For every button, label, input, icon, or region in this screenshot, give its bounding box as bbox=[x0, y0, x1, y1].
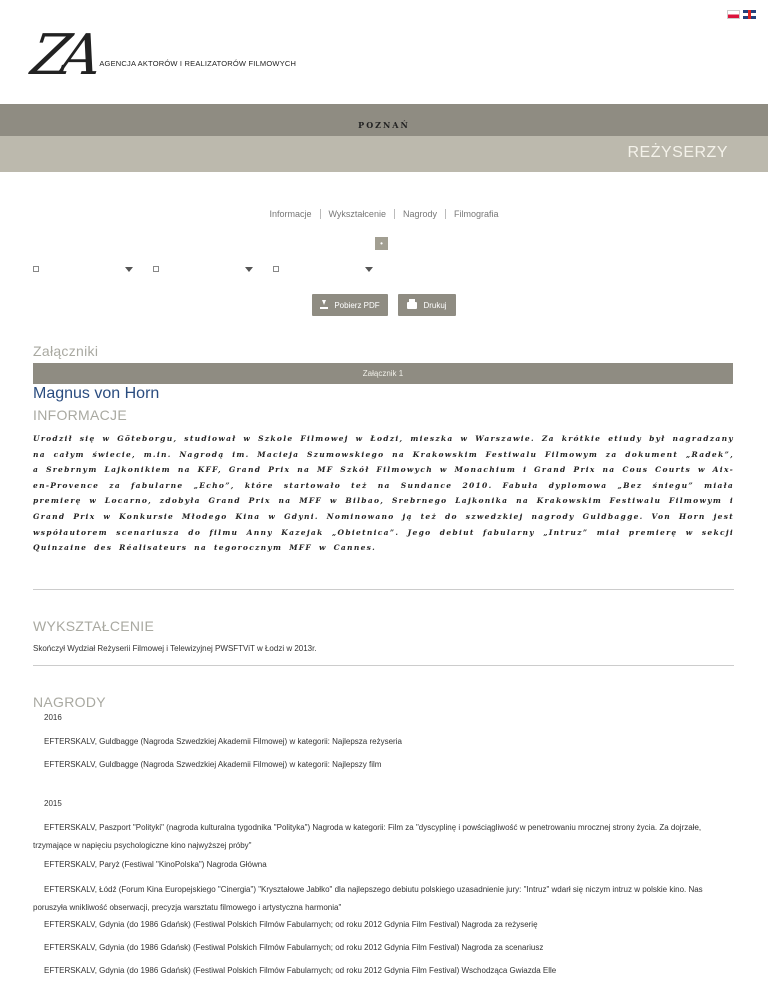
download-pdf-button[interactable] bbox=[312, 294, 388, 316]
logo-text: AGENCJA AKTORÓW I REALIZATORÓW FILMOWYCH bbox=[99, 59, 297, 68]
education-text: Skończył Wydział Reżyserii Filmowej i Telewizyjnej PWSFTViT w Łodzi w 2013r. bbox=[33, 644, 317, 653]
english-flag-icon[interactable] bbox=[743, 10, 756, 19]
chevron-down-icon bbox=[365, 267, 373, 272]
divider bbox=[33, 589, 734, 590]
download-icon bbox=[320, 301, 328, 309]
nav-bar bbox=[0, 104, 768, 136]
award-item: EFTERSKALV, Gdynia (do 1986 Gdańsk) (Festiwal Polskich Filmów Fabularnych; od roku 2012 Gdynia Film Festival) Nagroda za scenariusz bbox=[44, 943, 544, 952]
logo-mark: ZA bbox=[27, 23, 96, 88]
polish-flag-icon[interactable] bbox=[727, 10, 740, 19]
divider bbox=[33, 665, 734, 666]
award-year: 2016 bbox=[44, 713, 62, 722]
dropdown-1[interactable] bbox=[33, 264, 133, 274]
print-button[interactable] bbox=[398, 294, 456, 316]
attachment-link[interactable]: Załącznik 1 bbox=[33, 363, 733, 384]
checkbox-icon bbox=[33, 266, 39, 272]
bio-text: Urodził się w Göteborgu, studiował w Szkole Filmowej w Łodzi, mieszka w Warszawie. Za krótkie etiudy był nagradzany na całym świecie, m.in. Nagrodą im. Macieja Szumowskiego na Krakowskim Festiwalu Filmowym za dokument „Radek”, a Srebrnym Lajkonikiem na KFF, Grand Prix na MF Szkół Filmowych w Monachium i Grand Prix na Cous Courts w Aix-en-Provence za fabularne „Echo”, które startowało też na Sundance 2010. Fabuła dyplomowa „Bez śniegu” miała premierę w Locarno, zdobyła Grand Prix na MFF w Bilbao, Srebrnego Lajkonika na Krakowskim Festiwalu Filmowym i Grand Prix w Konkursie Młodego Kina w Gdyni. Nominowano ją też do szwedzkiej nagrody Guldbagge. Von Horn jest współautorem scenariusza do filmu Anny Kazejak „Obietnica”. Jego debiut fabularny „Intruz” miał premierę w sekcji Quinzaine des Réalisateurs na tegorocznym MFF w Cannes. bbox=[33, 434, 734, 553]
award-item: EFTERSKALV, Łódź (Forum Kina Europejskiego "Cinergia") "Kryształowe Jabłko" dla najlepszego debiutu polskiego uzasadnienie jury: "Intruz" wdarł się niczym intruz w polskie kino. Nas poruszyła wnikliwość obserwacji, precyzja warsztatu filmowego i artystyczna harmonia" bbox=[33, 885, 703, 912]
printer-icon bbox=[407, 302, 417, 309]
checkbox-icon bbox=[273, 266, 279, 272]
tab-wyksztalcenie[interactable]: Wykształcenie bbox=[320, 209, 394, 219]
category-banner bbox=[0, 136, 768, 172]
award-item: EFTERSKALV, Gdynia (do 1986 Gdańsk) (Festiwal Polskich Filmów Fabularnych; od roku 2012 Gdynia Film Festival) Nagroda za reżyserię bbox=[44, 920, 538, 929]
gallery-dot-button[interactable]: • bbox=[375, 237, 388, 250]
award-year: 2015 bbox=[44, 799, 62, 808]
info-heading: INFORMACJE bbox=[33, 407, 127, 423]
download-pdf-label: Pobierz PDF bbox=[334, 300, 380, 310]
award-item: EFTERSKALV, Paszport "Polityki" (nagroda kulturalna tygodnika "Polityka") Nagroda w kategorii: Film za "dyscyplinę i powściągliwość w penetrowaniu mrocznej strony życia. Za dojrzałe, trzymające w napięciu psychologiczne kino najwyższej próby" bbox=[33, 823, 702, 850]
dropdown-2[interactable] bbox=[153, 264, 253, 274]
dropdown-3[interactable] bbox=[273, 264, 373, 274]
education-heading: WYKSZTAŁCENIE bbox=[33, 618, 155, 634]
tab-informacje[interactable]: Informacje bbox=[269, 209, 312, 219]
section-tabs bbox=[0, 209, 768, 219]
category-title: REŻYSERZY bbox=[627, 144, 728, 161]
award-item: EFTERSKALV, Guldbagge (Nagroda Szwedzkiej Akademii Filmowej) w kategorii: Najlepsza reżyseria bbox=[44, 737, 402, 746]
tab-nagrody[interactable]: Nagrody bbox=[394, 209, 445, 219]
nav-menu-label[interactable]: POZNAŃ bbox=[358, 120, 410, 130]
logo[interactable] bbox=[27, 23, 297, 88]
checkbox-icon bbox=[153, 266, 159, 272]
attachments-heading: Załączniki bbox=[33, 343, 99, 359]
person-name: Magnus von Horn bbox=[33, 385, 160, 402]
print-label: Drukuj bbox=[423, 300, 447, 310]
award-item: EFTERSKALV, Paryż (Festiwal "KinoPolska") Nagroda Główna bbox=[44, 860, 267, 869]
award-item: EFTERSKALV, Guldbagge (Nagroda Szwedzkiej Akademii Filmowej) w kategorii: Najlepszy film bbox=[44, 760, 382, 769]
chevron-down-icon bbox=[125, 267, 133, 272]
language-switcher bbox=[727, 10, 756, 19]
award-item: EFTERSKALV, Gdynia (do 1986 Gdańsk) (Festiwal Polskich Filmów Fabularnych; od roku 2012 Gdynia Film Festival) Wschodząca Gwiazda Elle bbox=[44, 966, 557, 975]
awards-heading: NAGRODY bbox=[33, 694, 106, 710]
chevron-down-icon bbox=[245, 267, 253, 272]
tab-filmografia[interactable]: Filmografia bbox=[445, 209, 507, 219]
